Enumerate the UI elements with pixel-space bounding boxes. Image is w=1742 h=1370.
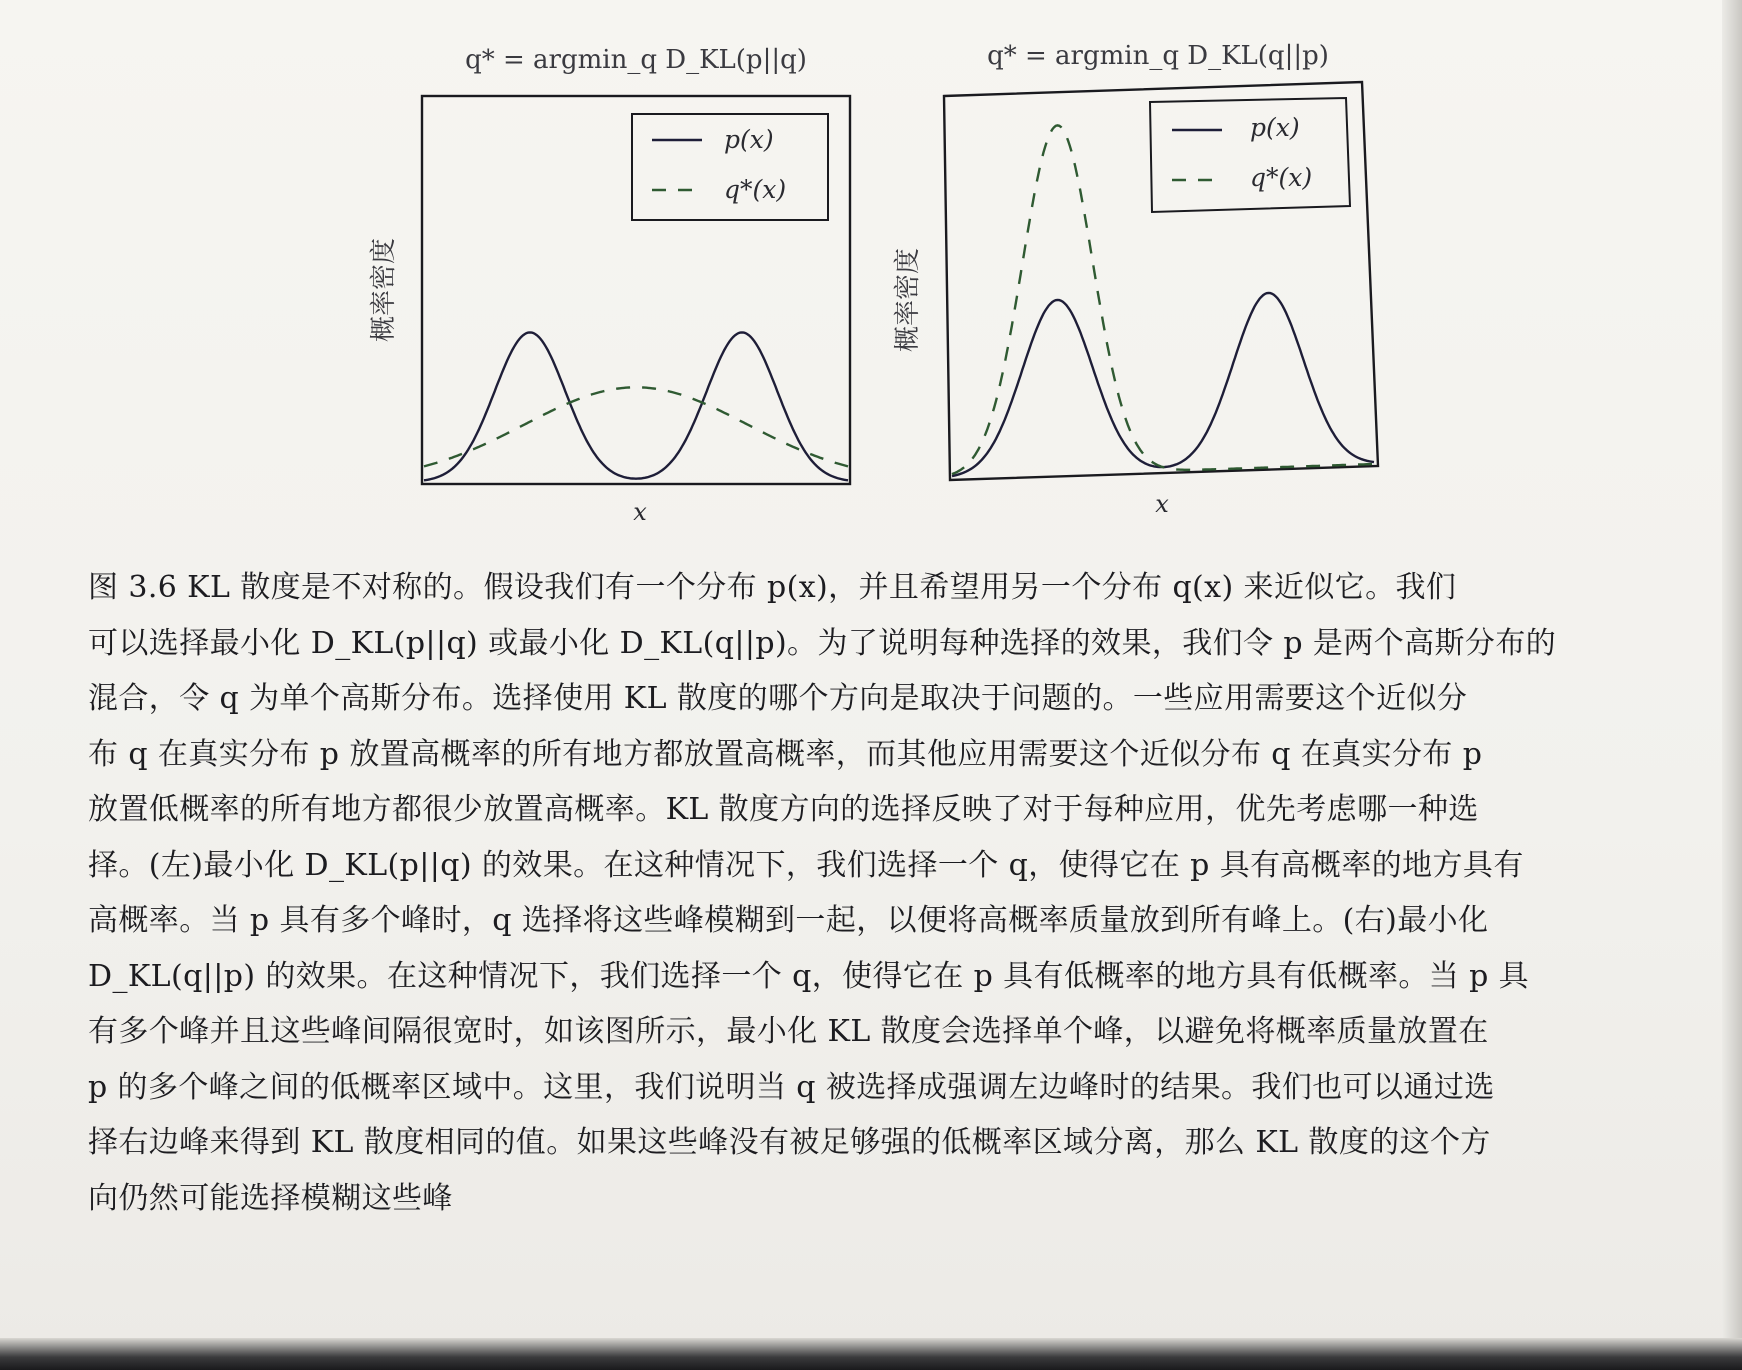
plot-right-legend: [1150, 98, 1350, 212]
plot-right-legend-p-label: p(x): [1250, 113, 1300, 142]
plot-left-frame: [422, 96, 850, 484]
plot-left-legend-q-label: q*(x): [724, 175, 787, 204]
caption-line: 混合，令 q 为单个高斯分布。选择使用 KL 散度的哪个方向是取决于问题的。一些应用需要这个近似分: [88, 681, 1468, 716]
plot-left-q-curve: [424, 387, 848, 466]
figure-caption: [88, 560, 1688, 1226]
plot-right-ylabel: 概率密度: [893, 247, 923, 353]
page-bottom-edge: [0, 1338, 1742, 1370]
plot-right: [893, 41, 1378, 518]
plot-left-ylabel: 概率密度: [369, 237, 399, 343]
caption-line: 有多个峰并且这些峰间隔很宽时，如该图所示，最小化 KL 散度会选择单个峰，以避免将概率质量放置在: [88, 1014, 1489, 1049]
plot-left-xlabel: x: [633, 498, 647, 526]
caption-line: p 的多个峰之间的低概率区域中。这里，我们说明当 q 被选择成强调左边峰时的结果。我们也可以通过选: [88, 1069, 1495, 1105]
plot-right-xlabel: x: [1155, 490, 1169, 518]
caption-line: 择。(左)最小化 D_KL(p||q) 的效果。在这种情况下，我们选择一个 q，使得它在 p 具有高概率的地方具有: [88, 847, 1524, 883]
plot-right-legend-q-label: q*(x): [1250, 163, 1313, 192]
plot-right-p-curve: [952, 293, 1374, 476]
plot-right-frame: [944, 82, 1378, 480]
caption-line: 高概率。当 p 具有多个峰时，q 选择将这些峰模糊到一起，以便将高概率质量放到所有峰上。(右)最小化: [88, 903, 1489, 938]
caption-line: 放置低概率的所有地方都很少放置高概率。KL 散度方向的选择反映了对于每种应用，优先考虑哪一种选: [88, 792, 1479, 827]
plot-left-p-curve: [424, 332, 848, 480]
plot-left-legend: [632, 114, 828, 220]
plot-right-title: q* = argmin_q D_KL(q||p): [987, 41, 1329, 71]
caption-line: 可以选择最小化 D_KL(p||q) 或最小化 D_KL(q||p)。为了说明每种选择的效果，我们令 p 是两个高斯分布的: [88, 625, 1557, 661]
caption-line: 图 3.6 KL 散度是不对称的。假设我们有一个分布 p(x)，并且希望用另一个分布 q(x) 来近似它。我们: [88, 570, 1457, 605]
caption-line: D_KL(q||p) 的效果。在这种情况下，我们选择一个 q，使得它在 p 具有低概率的地方具有低概率。当 p 具: [88, 958, 1530, 994]
plot-left: [369, 45, 850, 526]
caption-line: 布 q 在真实分布 p 放置高概率的所有地方都放置高概率，而其他应用需要这个近似分布 q 在真实分布 p: [88, 736, 1483, 772]
figure-3-6: [0, 0, 1742, 560]
caption-line: 向仍然可能选择模糊这些峰: [88, 1180, 453, 1216]
caption-line: 择右边峰来得到 KL 散度相同的值。如果这些峰没有被足够强的低概率区域分离，那么 KL 散度的这个方: [88, 1125, 1491, 1160]
plot-left-title: q* = argmin_q D_KL(p||q): [465, 45, 807, 75]
plot-left-legend-p-label: p(x): [724, 125, 774, 154]
